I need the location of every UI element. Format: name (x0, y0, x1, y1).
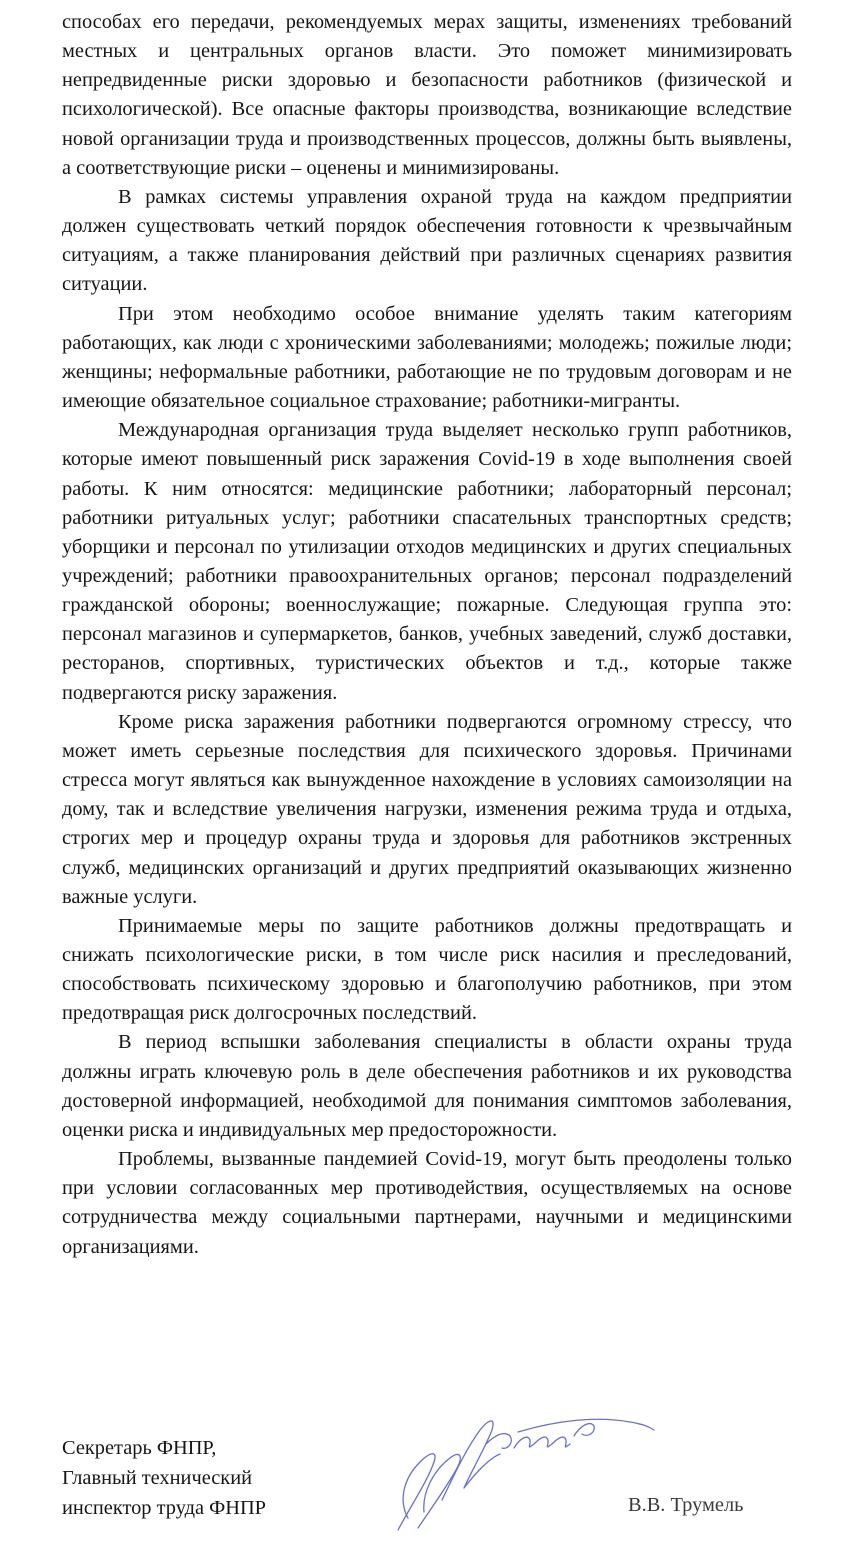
paragraph-8: Проблемы, вызванные пандемией Covid-19, могут быть преодолены только при условии согласованных мер противодействия, осуществляемых на основе сотрудничества между социальными партнерами, научными и медицинскими организациями. (62, 1148, 792, 1258)
paragraph-6: Принимаемые меры по защите работников должны предотвращать и снижать психологические риски, в том числе риск насилия и преследований, способствовать психическому здоровью и благополучию работников, при этом предотвращая риск долгосрочных последствий. (62, 914, 792, 1025)
signatory-name: В.В. Трумель (628, 1494, 744, 1516)
paragraph-5: Кроме риска заражения работники подвергаются огромному стрессу, что может иметь серьезные последствия для психического здоровья. Причинами стресса могут являться как вынужденное нахождение в условиях самоизоляции на дому, так и вследствие увеличения нагрузки, изменения режима труда и отдыха, строгих мер и процедур охраны труда и здоровья для работников экстренных служб, медицинских организаций и других предприятий оказывающих жизненно важные услуги. (62, 710, 792, 908)
signatory-title (62, 1433, 266, 1523)
paragraph-7: В период вспышки заболевания специалисты в области охраны труда должны играть ключевую роль в деле обеспечения работников и их руководства достоверной информацией, необходимой для понимания симптомов заболевания, оценки риска и индивидуальных мер предосторожности. (62, 1031, 792, 1141)
signature-stroke (442, 1421, 500, 1500)
signature-stroke (518, 1419, 654, 1432)
handwritten-signature (368, 1400, 668, 1540)
paragraph-2: В рамках системы управления охраной труда на каждом предприятии должен существовать четкий порядок обеспечения готовности к чрезвычайным ситуациям, а также планирования действий при различных сценариях развития ситуации. (62, 185, 792, 296)
signatory-title-line: Секретарь ФНПР, (62, 1437, 217, 1459)
paragraph-3: При этом необходимо особое внимание уделять таким категориям работающих, как люди с хроническими заболеваниями; молодежь; пожилые люди; женщины; неформальные работники, работающие не по трудовым договорам и не имеющие обязательное социальное страхование; работники-мигранты. (62, 302, 792, 413)
signatory-title-line: инспектор труда ФНПР (62, 1497, 267, 1519)
signature-stroke (418, 1454, 460, 1528)
letter-body (62, 8, 792, 1262)
signature-stroke (398, 1454, 435, 1530)
signature-stroke (514, 1437, 570, 1448)
paragraph-4: Международная организация труда выделяет несколько групп работников, которые имеют повышенный риск заражения Covid-19 в ходе выполнения своей работы. К ним относятся: медицинские работники; лабораторный персонал; работники ритуальных услуг; работники спасательных транспортных средств; уборщики и персонал по утилизации отходов медицинских и других специальных учреждений; работники правоохранительных органов; персонал подразделений гражданской обороны; военнослужащие; пожарные. Следующая группа это: персонал магазинов и супермаркетов, банков, учебных заведений, служб доставки, ресторанов, спортивных, туристических объектов и т.д., которые также подвергаются риску заражения. (62, 419, 792, 704)
paragraph-1: способах его передачи, рекомендуемых мерах защиты, изменениях требований местных и центральных органов власти. Это поможет минимизировать непредвиденные риски здоровью и безопасности работников (физической и психологической). Все опасные факторы производства, возникающие вследствие новой организации труда и производственных процессов, должны быть выявлены, а соответствующие риски – оценены и минимизированы. (62, 11, 792, 179)
signatory-title-line: Главный технический (62, 1467, 253, 1489)
signature-stroke (574, 1424, 594, 1436)
